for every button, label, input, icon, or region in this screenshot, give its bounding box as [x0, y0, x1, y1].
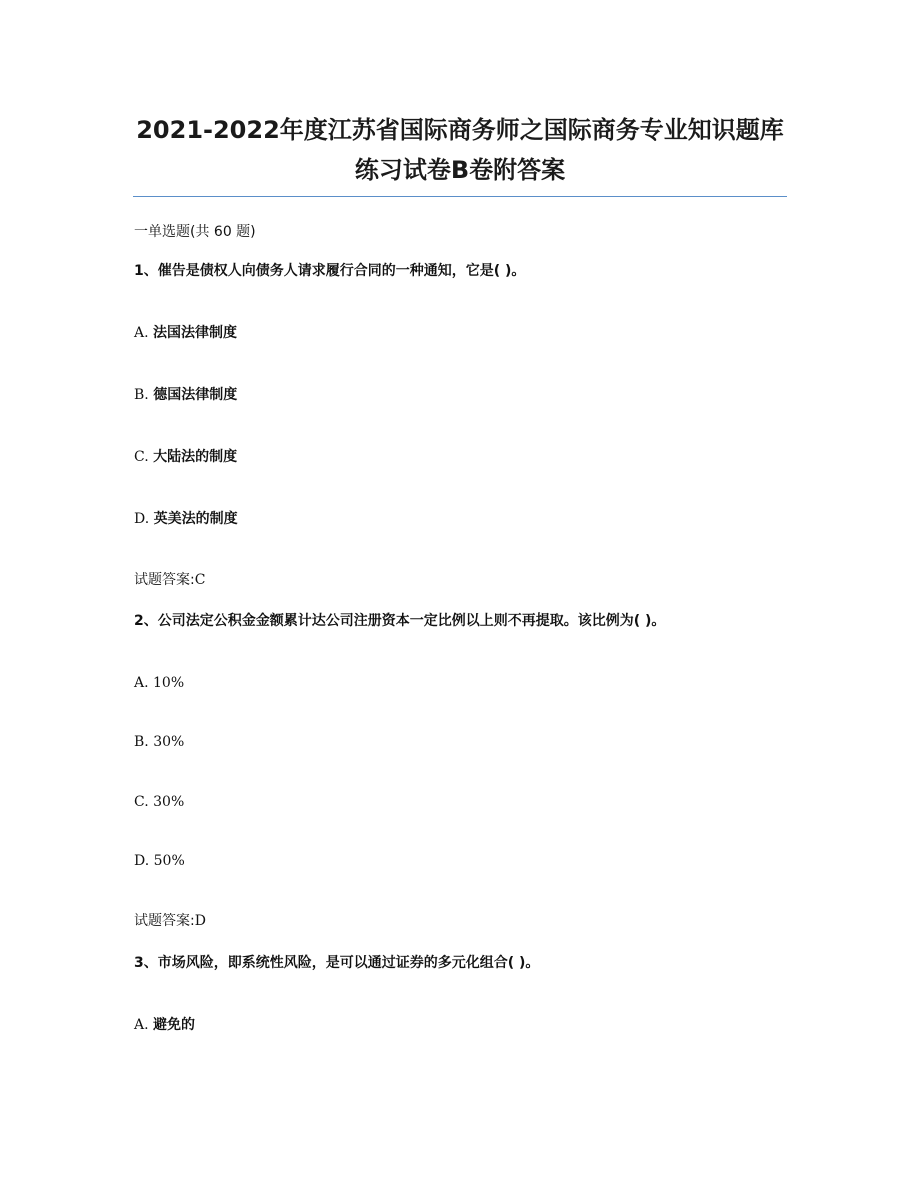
option-1a	[134, 323, 237, 343]
option-label: B.	[134, 387, 149, 403]
title-line-1: 2021-2022年度江苏省国际商务师之国际商务专业知识题库	[136, 116, 784, 144]
answer-value: D	[194, 913, 206, 929]
question-stem-1: 1、催告是债权人向债务人请求履行合同的一种通知，它是( )。	[134, 263, 526, 279]
option-2b	[134, 732, 184, 752]
option-text: 10%	[153, 675, 185, 691]
option-text: 大陆法的制度	[153, 449, 238, 465]
option-1d	[134, 509, 238, 529]
option-label: C.	[134, 794, 149, 810]
option-3a	[134, 1015, 195, 1035]
option-label: A.	[134, 1017, 149, 1033]
answer-label: 试题答案:	[134, 572, 195, 588]
option-text: 避免的	[153, 1017, 196, 1033]
option-label: A.	[134, 325, 149, 341]
title-line-2: 练习试卷B卷附答案	[354, 156, 566, 184]
option-text: 法国法律制度	[153, 325, 238, 341]
title-divider	[133, 196, 787, 197]
answer-label: 试题答案:	[134, 913, 195, 929]
document-title	[133, 110, 787, 190]
answer-value: C	[194, 572, 206, 588]
option-label: B.	[134, 734, 149, 750]
question-stem-2: 2、公司法定公积金金额累计达公司注册资本一定比例以上则不再提取。该比例为( )。	[134, 613, 666, 629]
option-text: 英美法的制度	[153, 511, 238, 527]
option-text: 30%	[153, 794, 185, 810]
option-text: 30%	[153, 734, 185, 750]
option-2c	[134, 792, 184, 812]
option-label: D.	[134, 511, 150, 527]
option-2a	[134, 673, 184, 693]
answer-2	[134, 911, 206, 931]
option-2d	[134, 851, 185, 871]
option-label: A.	[134, 675, 149, 691]
section-heading: 一单选题(共 60 题)	[134, 224, 256, 240]
answer-1	[134, 570, 205, 590]
option-1b	[134, 385, 237, 405]
option-text: 50%	[153, 853, 185, 869]
option-label: C.	[134, 449, 149, 465]
question-stem-3: 3、市场风险，即系统性风险，是可以通过证券的多元化组合( )。	[134, 955, 540, 971]
option-text: 德国法律制度	[153, 387, 238, 403]
option-1c	[134, 447, 237, 467]
option-label: D.	[134, 853, 150, 869]
